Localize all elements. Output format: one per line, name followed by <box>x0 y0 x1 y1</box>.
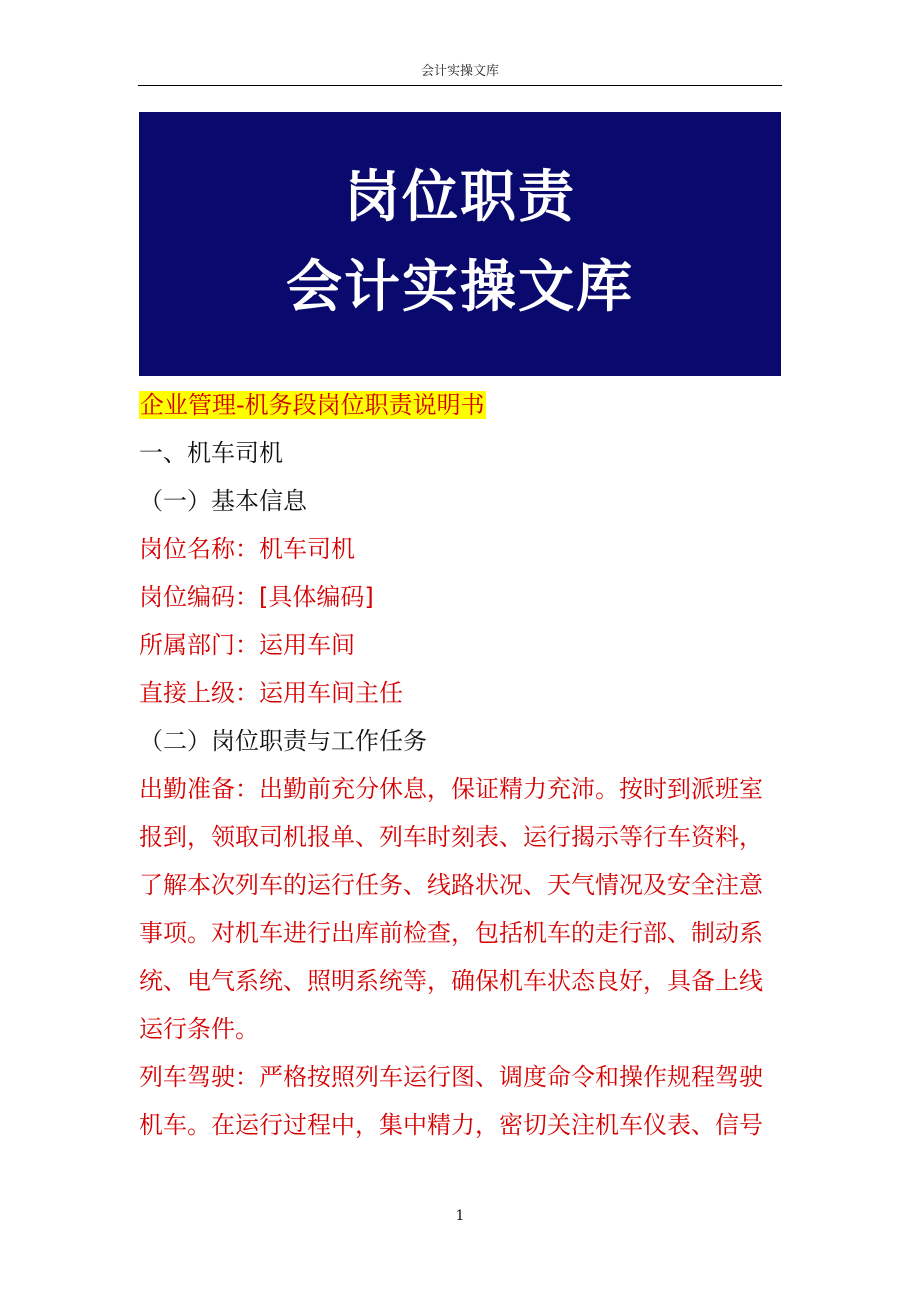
info-department: 所属部门：运用车间 <box>139 631 355 659</box>
section-heading: 一、机车司机 <box>139 439 283 467</box>
body-line: 运行条件。 <box>139 1015 259 1043</box>
body-line: 报到，领取司机报单、列车时刻表、运行揭示等行车资料， <box>139 823 763 851</box>
banner-subtitle: 会计实操文库 <box>286 255 634 320</box>
info-position-code: 岗位编码：[具体编码] <box>139 583 374 611</box>
body-line: 列车驾驶：严格按照列车运行图、调度命令和操作规程驾驶 <box>139 1063 763 1091</box>
subsection-heading-duties: （二）岗位职责与工作任务 <box>139 727 427 755</box>
body-line: 了解本次列车的运行任务、线路状况、天气情况及安全注意 <box>139 871 763 899</box>
header-divider <box>138 85 782 86</box>
info-position-name: 岗位名称：机车司机 <box>139 535 355 563</box>
page-header: 会计实操文库 <box>420 64 499 79</box>
info-supervisor: 直接上级：运用车间主任 <box>139 679 403 707</box>
body-line: 出勤准备：出勤前充分休息，保证精力充沛。按时到派班室 <box>139 775 763 803</box>
page-number: 1 <box>455 1208 465 1224</box>
banner <box>139 112 781 376</box>
document-title-line <box>139 389 486 421</box>
body-line: 事项。对机车进行出库前检查，包括机车的走行部、制动系 <box>139 919 763 947</box>
document-title: 企业管理-机务段岗位职责说明书 <box>140 391 485 419</box>
body-line: 统、电气系统、照明系统等，确保机车状态良好，具备上线 <box>139 967 763 995</box>
body-line: 机车。在运行过程中，集中精力，密切关注机车仪表、信号 <box>139 1111 763 1139</box>
banner-title: 岗位职责 <box>344 165 576 230</box>
subsection-heading-basic-info: （一）基本信息 <box>139 487 307 515</box>
